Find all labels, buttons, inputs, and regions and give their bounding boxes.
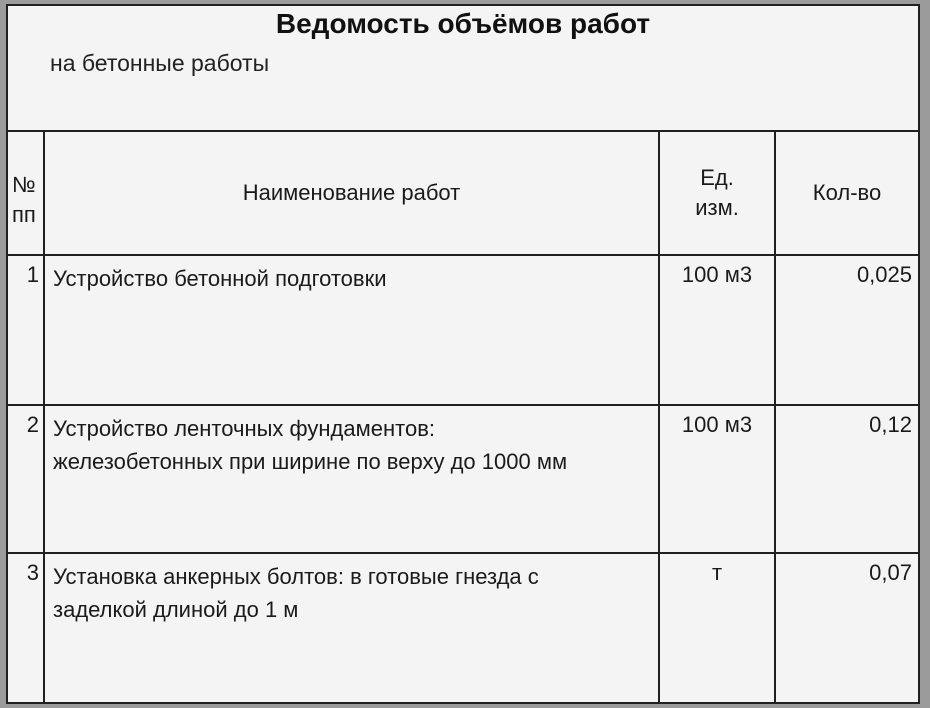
document-subtitle: на бетонные работы bbox=[50, 50, 270, 76]
row-name bbox=[44, 553, 659, 703]
row-quantity: 0,025 bbox=[775, 255, 918, 405]
table-header-row bbox=[8, 131, 918, 255]
document-title: Ведомость объёмов работ bbox=[275, 8, 651, 39]
row-unit: т bbox=[659, 553, 775, 703]
header-number-line2: пп bbox=[12, 202, 36, 227]
row-unit: 100 м3 bbox=[659, 405, 775, 553]
row-name bbox=[44, 255, 659, 405]
row-number: 2 bbox=[8, 405, 44, 553]
table-row bbox=[8, 405, 918, 553]
header-unit bbox=[659, 131, 775, 255]
row-number: 3 bbox=[8, 553, 44, 703]
table-row bbox=[8, 553, 918, 703]
header-number-line1: № bbox=[12, 172, 36, 197]
works-table bbox=[8, 130, 918, 703]
row-name-line2: железобетонных при ширине по верху до 1000 мм bbox=[53, 449, 568, 474]
row-number: 1 bbox=[8, 255, 44, 405]
table-row bbox=[8, 255, 918, 405]
header-unit-line1: Ед. bbox=[700, 165, 734, 190]
header-number bbox=[8, 131, 44, 255]
header-quantity: Кол-во bbox=[775, 131, 918, 255]
row-unit: 100 м3 bbox=[659, 255, 775, 405]
row-name-line1: Устройство бетонной подготовки bbox=[53, 266, 387, 291]
header-name: Наименование работ bbox=[44, 131, 659, 255]
document-sheet bbox=[6, 4, 920, 704]
header-unit-line2: изм. bbox=[695, 195, 739, 220]
row-name-line1: Установка анкерных болтов: в готовые гнезда с bbox=[53, 564, 539, 589]
row-quantity: 0,07 bbox=[775, 553, 918, 703]
row-name-line2: заделкой длиной до 1 м bbox=[53, 597, 299, 622]
row-name bbox=[44, 405, 659, 553]
row-quantity: 0,12 bbox=[775, 405, 918, 553]
row-name-line1: Устройство ленточных фундаментов: bbox=[53, 416, 435, 441]
